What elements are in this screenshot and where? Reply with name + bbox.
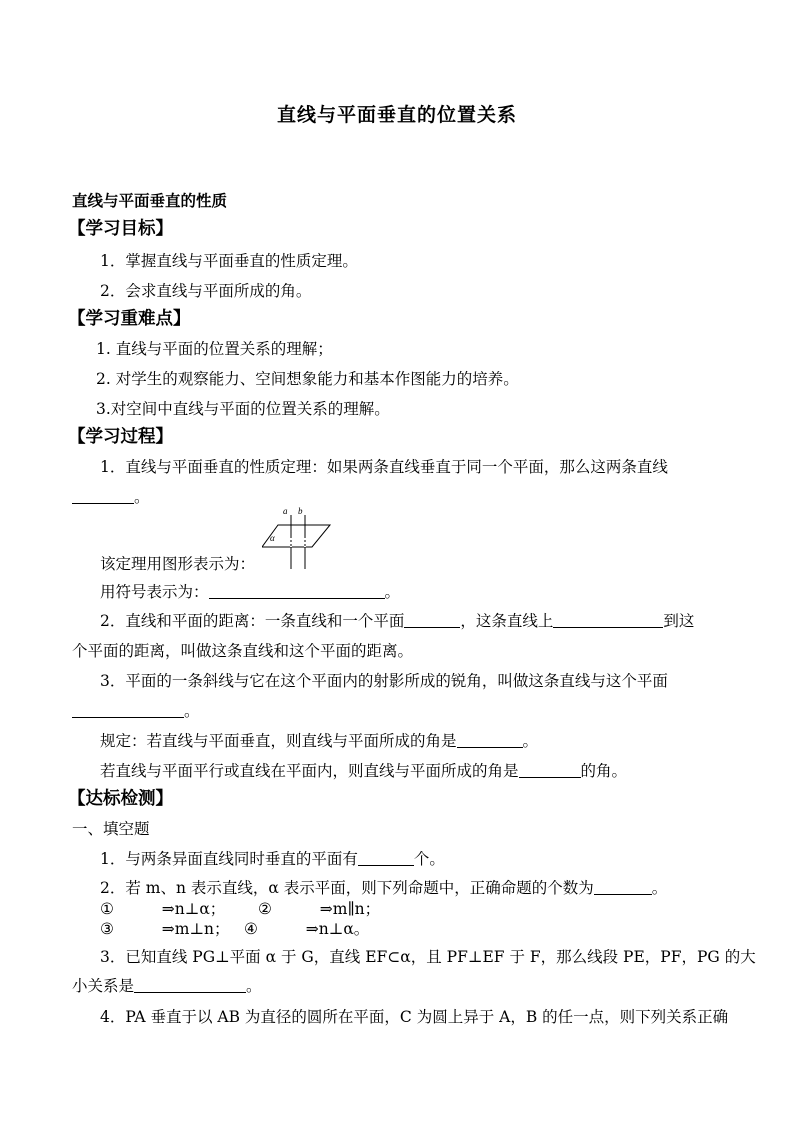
perpendicular-lines-diagram — [262, 503, 332, 573]
process-p2-line2: 个平面的距离，叫做这条直线和这个平面的距离。 — [72, 642, 414, 660]
option-row — [258, 898, 380, 920]
option-text: ⇒n⊥α； — [161, 900, 226, 918]
process-heading: 【学习过程】 — [68, 427, 173, 447]
option-row — [244, 918, 369, 940]
process-p1-line2: 。 — [72, 486, 150, 508]
key-point-item: 1. 直线与平面的位置关系的理解； — [96, 340, 333, 358]
question-3-line2: 小关系是 。 — [72, 977, 262, 995]
label-a: a — [283, 506, 288, 516]
theorem-figure — [262, 503, 332, 577]
option-row — [100, 918, 230, 940]
label-alpha: α — [270, 533, 275, 543]
option-number: ① — [100, 900, 114, 918]
objective-item: 1．掌握直线与平面垂直的性质定理。 — [100, 252, 358, 270]
key-point-item: 3.对空间中直线与平面的位置关系的理解。 — [96, 400, 390, 418]
question-3-line1: 3．已知直线 PG⊥平面 α 于 G，直线 EF⊂α，且 PF⊥EF 于 F，那么线段 PE，PF，PG 的大 — [100, 948, 756, 966]
option-number: ④ — [244, 920, 258, 938]
figure-intro: 该定理用图形表示为： — [100, 555, 256, 573]
section-title: 直线与平面垂直的性质 — [72, 191, 228, 210]
option-text: ⇒m∥n； — [319, 900, 381, 918]
process-p3-line1: 3．平面的一条斜线与它在这个平面内的射影所成的锐角，叫做这条直线与这个平面 — [100, 672, 668, 690]
question-4-line1: 4．PA 垂直于以 AB 为直径的圆所在平面，C 为圆上异于 A，B 的任一点，则下列关系正确 — [100, 1008, 729, 1026]
option-number: ② — [258, 900, 272, 918]
key-point-item: 2. 对学生的观察能力、空间想象能力和基本作图能力的培养。 — [96, 370, 519, 388]
process-p2-line1: 2．直线和平面的距离：一条直线和一个平面 ，这条直线上 到这 — [100, 612, 695, 630]
answer-blank[interactable] — [358, 849, 414, 866]
answer-blank[interactable] — [72, 487, 134, 504]
answer-blank[interactable] — [594, 878, 652, 895]
answer-blank[interactable] — [209, 582, 385, 599]
answer-blank[interactable] — [72, 701, 184, 718]
symbol-line: 用符号表示为： 。 — [100, 583, 401, 601]
check-heading: 【达标检测】 — [68, 789, 173, 809]
key-points-heading: 【学习重难点】 — [68, 309, 191, 329]
option-text: ⇒n⊥α。 — [305, 920, 370, 938]
option-text: ⇒m⊥n； — [161, 920, 230, 938]
answer-blank[interactable] — [553, 611, 663, 628]
objectives-heading: 【学习目标】 — [68, 219, 173, 239]
part-title: 一、填空题 — [72, 820, 150, 838]
answer-blank[interactable] — [457, 731, 523, 748]
process-p3-line2: 。 — [72, 700, 200, 722]
rule-line-a: 规定：若直线与平面垂直，则直线与平面所成的角是 。 — [100, 732, 539, 750]
rule-line-b: 若直线与平面平行或直线在平面内，则直线与平面所成的角是 的角。 — [100, 762, 628, 780]
label-b: b — [298, 506, 303, 516]
objective-item: 2．会求直线与平面所成的角。 — [100, 282, 312, 300]
page-title: 直线与平面垂直的位置关系 — [276, 104, 517, 126]
answer-blank[interactable] — [404, 611, 460, 628]
question-2: 2．若 m、n 表示直线，α 表示平面，则下列命题中，正确命题的个数为 。 — [100, 879, 668, 897]
answer-blank[interactable] — [134, 976, 246, 993]
option-number: ③ — [100, 920, 114, 938]
question-1: 1．与两条异面直线同时垂直的平面有 个。 — [100, 850, 445, 868]
option-row — [100, 898, 225, 920]
answer-blank[interactable] — [519, 761, 581, 778]
process-p1-line1: 1．直线与平面垂直的性质定理：如果两条直线垂直于同一个平面，那么这两条直线 — [100, 458, 668, 476]
